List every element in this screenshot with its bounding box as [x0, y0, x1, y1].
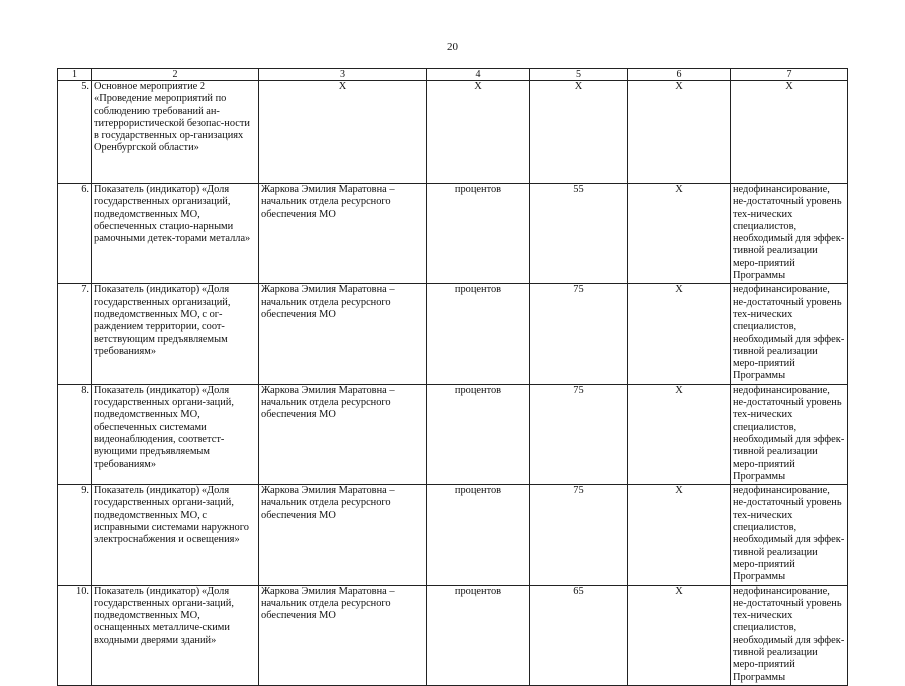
header-col-4: 4	[427, 69, 530, 81]
risk-cell: недофинансирование, не-достаточный уровень тех-нических специалистов, необходимый для эффек-тивной реализации меро-приятий Программы	[731, 284, 848, 384]
column-6-cell: X	[628, 284, 731, 384]
indicator-name: Показатель (индикатор) «Доля государственных органи-заций, подведомственных МО, с исправными системами наружного электроснабжения и освещения»	[92, 485, 259, 585]
column-6-cell: X	[628, 485, 731, 585]
header-col-7: 7	[731, 69, 848, 81]
value-cell: 75	[530, 485, 628, 585]
column-6-cell: X	[628, 384, 731, 484]
page-number: 20	[447, 41, 458, 53]
header-row	[58, 69, 848, 81]
responsible-cell: Жаркова Эмилия Маратовна – начальник отдела ресурсного обеспечения МО	[259, 585, 427, 685]
header-col-1: 1	[58, 69, 92, 81]
column-6-cell: X	[628, 81, 731, 184]
unit-cell: X	[427, 81, 530, 184]
unit-cell: процентов	[427, 284, 530, 384]
column-6-cell: X	[628, 184, 731, 284]
value-cell: 55	[530, 184, 628, 284]
risk-cell: недофинансирование, не-достаточный уровень тех-нических специалистов, необходимый для эффек-тивной реализации меро-приятий Программы	[731, 585, 848, 685]
measure-name: Основное мероприятие 2 «Проведение мероприятий по соблюдению требований ан-титеррористической безопас-ности в государственных ор-ганизациях Оренбургской области»	[92, 81, 259, 184]
unit-cell: процентов	[427, 184, 530, 284]
responsible-cell: X	[259, 81, 427, 184]
table-row	[58, 184, 848, 284]
table-row	[58, 81, 848, 184]
responsible-cell: Жаркова Эмилия Маратовна – начальник отдела ресурсного обеспечения МО	[259, 485, 427, 585]
value-cell: 75	[530, 284, 628, 384]
row-number: 6.	[58, 184, 92, 284]
risk-cell: недофинансирование, не-достаточный уровень тех-нических специалистов, необходимый для эффек-тивной реализации меро-приятий Программы	[731, 184, 848, 284]
row-number: 10.	[58, 585, 92, 685]
indicator-name: Показатель (индикатор) «Доля государственных органи-заций, подведомственных МО, обеспеченных системами видеонаблюдения, соответст-вующими предъявляемым требованиям»	[92, 384, 259, 484]
table-row	[58, 585, 848, 685]
row-number: 7.	[58, 284, 92, 384]
row-number: 8.	[58, 384, 92, 484]
table-row	[58, 485, 848, 585]
risk-cell: X	[731, 81, 848, 184]
indicator-name: Показатель (индикатор) «Доля государственных организаций, подведомственных МО, с ог-раждением территории, соот-ветствующим предъявляемым требованиям»	[92, 284, 259, 384]
indicator-name: Показатель (индикатор) «Доля государственных органи-заций, подведомственных МО, оснащенных металличе-скими входными дверями зданий»	[92, 585, 259, 685]
value-cell: 75	[530, 384, 628, 484]
responsible-cell: Жаркова Эмилия Маратовна – начальник отдела ресурсного обеспечения МО	[259, 384, 427, 484]
unit-cell: процентов	[427, 384, 530, 484]
table-row	[58, 384, 848, 484]
column-6-cell: X	[628, 585, 731, 685]
value-cell: 65	[530, 585, 628, 685]
unit-cell: процентов	[427, 585, 530, 685]
unit-cell: процентов	[427, 485, 530, 585]
risk-cell: недофинансирование, не-достаточный уровень тех-нических специалистов, необходимый для эффек-тивной реализации меро-приятий Программы	[731, 384, 848, 484]
risk-cell: недофинансирование, не-достаточный уровень тех-нических специалистов, необходимый для эффек-тивной реализации меро-приятий Программы	[731, 485, 848, 585]
header-col-2: 2	[92, 69, 259, 81]
row-number: 5.	[58, 81, 92, 184]
table-row	[58, 284, 848, 384]
value-cell: X	[530, 81, 628, 184]
program-table	[57, 68, 848, 686]
responsible-cell: Жаркова Эмилия Маратовна – начальник отдела ресурсного обеспечения МО	[259, 284, 427, 384]
header-col-5: 5	[530, 69, 628, 81]
row-number: 9.	[58, 485, 92, 585]
header-col-3: 3	[259, 69, 427, 81]
indicator-name: Показатель (индикатор) «Доля государственных организаций, подведомственных МО, обеспеченных стацио-нарными рамочными детек-торами металла»	[92, 184, 259, 284]
responsible-cell: Жаркова Эмилия Маратовна – начальник отдела ресурсного обеспечения МО	[259, 184, 427, 284]
header-col-6: 6	[628, 69, 731, 81]
